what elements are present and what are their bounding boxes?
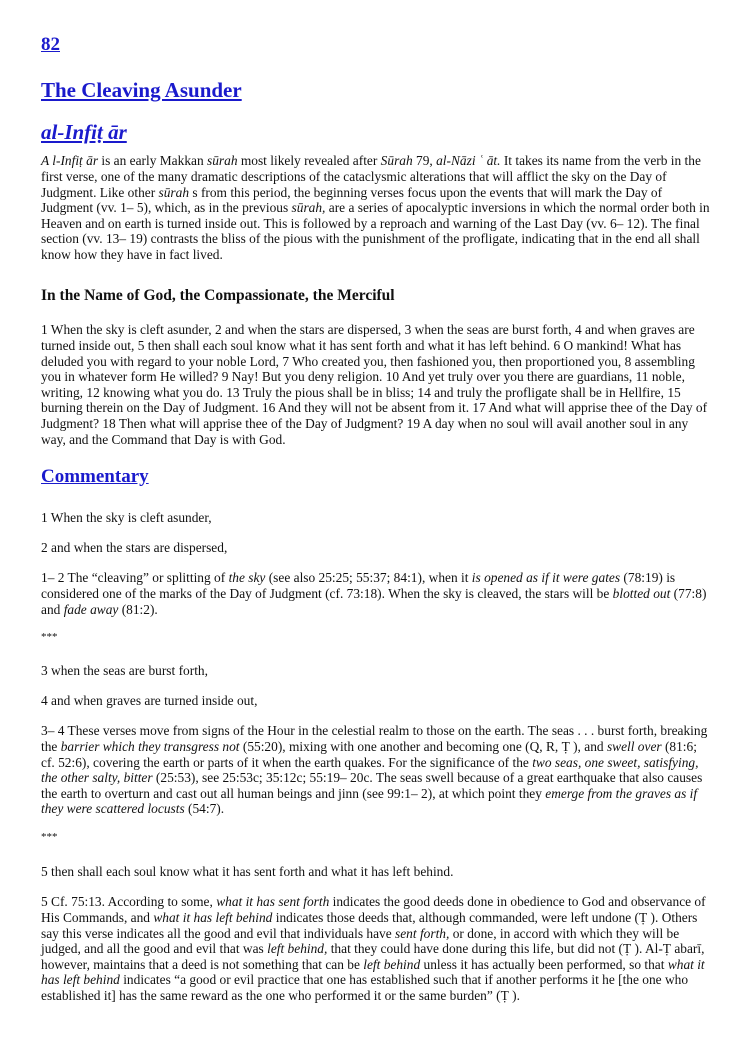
body-text: It takes its name from the verb in the first verse, one of the many dramatic descriptions of the cataclysmic alterations that will afflict the sky on the Day of Judgment. Like other: [41, 153, 701, 200]
body-text: (see also 25:25; 55:37; 84:1), when it: [265, 570, 472, 586]
body-text: (55:20), mixing with one another and becoming one (Q, R, Ṭ ), and: [239, 738, 607, 754]
emphasis-text: swell over: [606, 738, 662, 754]
emphasis-text: sūrah: [158, 184, 190, 200]
commentary-verse-3: 3 when the seas are burst forth,: [41, 663, 208, 679]
body-text: 1– 2 The “cleaving” or splitting of: [41, 570, 229, 586]
basmala-heading: In the Name of God, the Compassionate, the Merciful: [41, 287, 395, 304]
commentary-note-3-4: [41, 723, 713, 817]
section-separator: ***: [41, 831, 58, 843]
emphasis-text: emerge from the graves as if they were scattered locusts: [41, 785, 698, 817]
emphasis-text: Sūrah: [380, 153, 413, 169]
body-text: s from this period, the beginning verses focus upon the events that will mark the Day of Judgment (vv. 1– 5), which, as in the previous: [41, 184, 663, 216]
emphasis-text: blotted out: [612, 585, 671, 601]
body-text: or done, in accord with which they will be judged, and all the good and evil that was: [41, 925, 680, 957]
body-text: is an early Makkan: [98, 153, 207, 169]
body-text: indicates “a good or evil practice that one has established such that if another performs it he [the one who established it] has the same reward as the one who performed it or the same burden” (Ṭ ).: [41, 972, 689, 1003]
body-text: (81:2).: [118, 601, 158, 617]
body-text: (78:19) is considered one of the marks of the Day of Judgment (cf. 73:18). When the sky is cleaved, the stars will be: [41, 570, 676, 601]
body-text: are a series of apocalyptic inversions in which the normal order both in Heaven and on earth is turned inside out. This is followed by a reproach and warning of the Last Day (vv. 6– 12). The final section (vv. 13– 19) contrasts the bliss of the pious with the punishment of the profligate, indicating that in the end all shall know how they have in fact lived.: [41, 200, 710, 262]
translation-paragraph: 1 When the sky is cleft asunder, 2 and when the stars are dispersed, 3 when the seas are burst forth, 4 and when graves are turned inside out, 5 then shall each soul know what it has sent forth and what it has left behind. 6 O mankind! What has deluded you with regard to your noble Lord, 7 Who created you, then fashioned you, then proportioned you, 8 assembling you in whatever form He willed? 9 Nay! But you deny religion. 10 And yet truly over you there are guardians, 11 noble, writing, 12 knowing what you do. 13 Truly the pious shall be in bliss; 14 and truly the profligate shall be in Hellfire, 15 burning therein on the Day of Judgment. 16 And they will not be absent from it. 17 And what will apprise thee of the Day of Judgment? 18 Then what will apprise thee of the Day of Judgment? 19 A day when no soul will avail another soul in any way, and the Command that Day is with God.: [41, 322, 708, 447]
emphasis-text: sent forth,: [395, 925, 450, 941]
surah-title-heading[interactable]: The Cleaving Asunder: [41, 78, 242, 102]
emphasis-text: left behind: [363, 956, 421, 972]
commentary-verse-1: 1 When the sky is cleft asunder,: [41, 510, 212, 526]
body-text: 5 Cf. 75:13. According to some,: [41, 894, 217, 910]
emphasis-text: sūrah: [207, 153, 238, 169]
body-text: most likely revealed after: [237, 153, 381, 169]
emphasis-text: what it has left behind: [41, 956, 705, 988]
emphasis-text: barrier which they transgress not: [60, 738, 240, 754]
emphasis-text: left behind,: [267, 941, 328, 957]
surah-number-heading[interactable]: 82: [41, 34, 60, 55]
body-text: (54:7).: [184, 801, 225, 817]
section-separator: ***: [41, 631, 58, 643]
commentary-note-1-2: [41, 570, 713, 617]
body-text: (81:6; cf. 52:6), covering the earth or parts of it when the earth quakes. For the significance of the: [41, 738, 697, 770]
emphasis-text: two seas, one sweet, satisfying, the other salty, bitter: [41, 754, 699, 786]
body-text: 3– 4 These verses move from signs of the Hour in the celestial realm to those on the earth. The seas . . . burst forth, breaking the: [41, 723, 708, 754]
body-text: 79,: [412, 153, 437, 169]
emphasis-text: sūrah,: [291, 200, 326, 216]
body-text: that they could have done during this life, but did not (Ṭ ). Al-Ṭ abarī, however, maintains that a deed is not something that can be: [41, 941, 705, 972]
surah-arabic-title-heading[interactable]: al-Infiṭ ār: [41, 120, 127, 144]
body-text: indicates those deeds that, although commanded, were left undone (Ṭ ). Others say this verse indicates all the good and evil that individuals have: [41, 909, 698, 941]
commentary-note-5: [41, 894, 713, 1003]
intro-paragraph: [41, 153, 713, 262]
emphasis-text: what it has sent forth: [216, 894, 330, 910]
commentary-heading[interactable]: Commentary: [41, 466, 149, 487]
emphasis-text: A l-Infiṭ ār: [41, 153, 99, 169]
emphasis-text: fade away: [63, 601, 119, 617]
emphasis-text: al-Nāzi ʿ āt.: [436, 153, 501, 169]
body-text: (77:8) and: [41, 585, 707, 617]
emphasis-text: is opened as if it were gates: [471, 570, 621, 586]
body-text: unless it has actually been performed, so that: [420, 956, 668, 972]
emphasis-text: what it has left behind: [153, 909, 273, 925]
commentary-verse-4: 4 and when graves are turned inside out,: [41, 693, 258, 709]
emphasis-text: the sky: [228, 570, 266, 586]
commentary-verse-5: 5 then shall each soul know what it has sent forth and what it has left behind.: [41, 864, 454, 880]
body-text: indicates the good deeds done in obedience to God and observance of His Commands, and: [41, 894, 706, 925]
commentary-verse-2: 2 and when the stars are dispersed,: [41, 540, 228, 556]
body-text: (25:53), see 25:53c; 35:12c; 55:19– 20c. The seas swell because of a great earthquake that also causes the earth to overturn and cast out all human beings and jinn (see 99:1– 2), at which point they: [41, 770, 703, 801]
